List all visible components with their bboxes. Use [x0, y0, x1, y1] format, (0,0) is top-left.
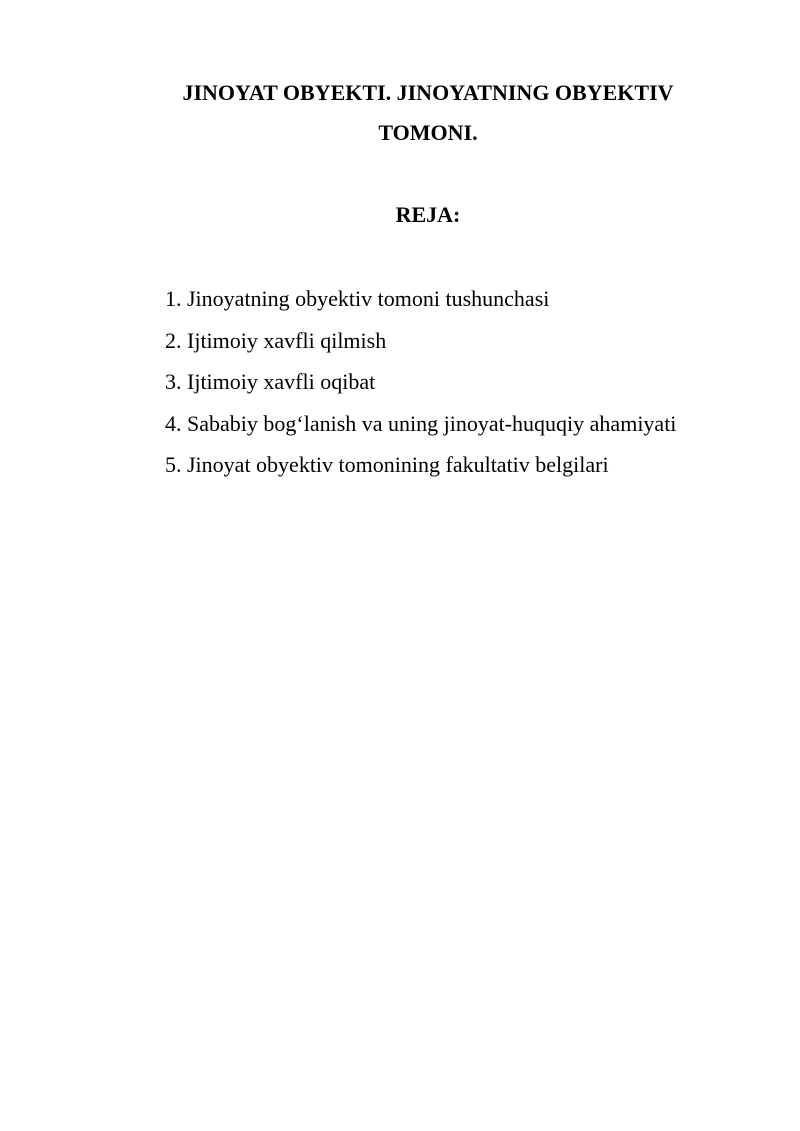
plan-list [165, 286, 676, 494]
plan-item-1: 1. Jinoyatning obyektiv tomoni tushunchasi [165, 286, 550, 311]
plan-item-4: 4. Sababiy bog‘lanish va uning jinoyat-huquqiy ahamiyati [165, 410, 677, 436]
document-title-line-2: TOMONI. [378, 120, 478, 145]
plan-item-2: 2. Ijtimoiy xavfli qilmish [165, 327, 387, 353]
document-title-line-1: JINOYAT OBYEKTI. JINOYATNING OBYEKTIV [182, 80, 674, 105]
plan-item-5: 5. Jinoyat obyektiv tomonining fakultativ belgilari [165, 452, 609, 477]
plan-heading: REJA: [395, 202, 461, 227]
plan-item-3: 3. Ijtimoiy xavfli oqibat [165, 369, 376, 394]
